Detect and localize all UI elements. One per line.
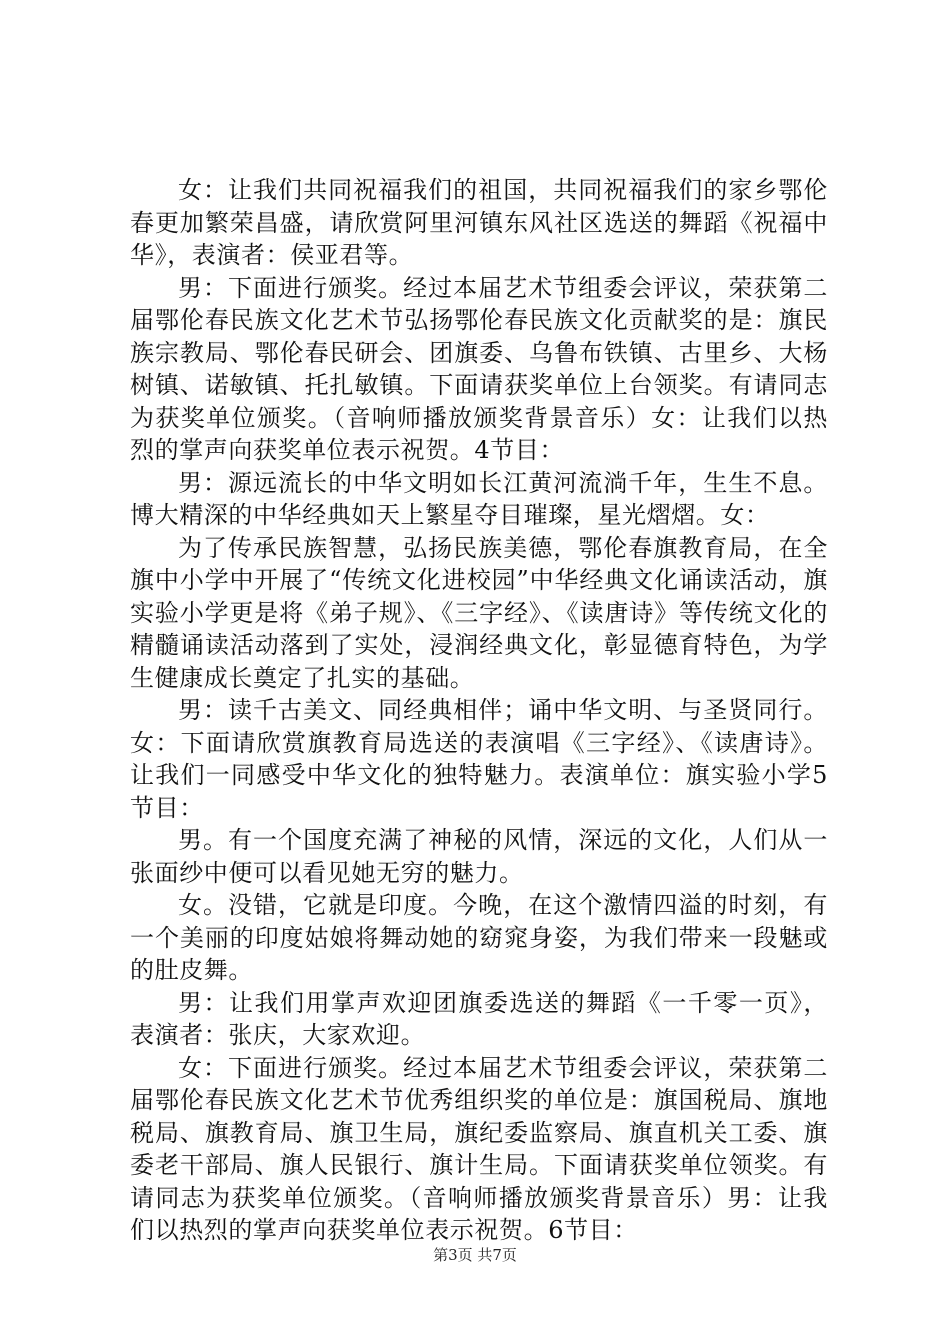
paragraph-2: 男：下面进行颁奖。经过本届艺术节组委会评议，荣获第二届鄂伦春民族文化艺术节弘扬鄂伦春民族文化贡献奖的是：旗民族宗教局、鄂伦春民研会、团旗委、乌鲁布铁镇、古里乡、大杨树镇、诺敏镇、托扎敏镇。下面请获奖单位上台领奖。有请同志为获奖单位颁奖。（音响师播放颁奖背景音乐）女：让我们以热烈的掌声向获奖单位表示祝贺。4节目：: [130, 273, 828, 464]
page-number-footer: 第3页 共7页: [433, 1246, 517, 1264]
paragraph-9: 女：下面进行颁奖。经过本届艺术节组委会评议，荣获第二届鄂伦春民族文化艺术节优秀组织奖的单位是：旗国税局、旗地税局、旗教育局、旗卫生局，旗纪委监察局、旗直机关工委、旗委老干部局、旗人民银行、旗计生局。下面请获奖单位领奖。有请同志为获奖单位颁奖。（音响师播放颁奖背景音乐）男：让我们以热烈的掌声向获奖单位表示祝贺。6节目：: [130, 1053, 828, 1244]
paragraph-4: 为了传承民族智慧，弘扬民族美德，鄂伦春旗教育局，在全旗中小学中开展了“传统文化进校园”中华经典文化诵读活动，旗实验小学更是将《弟子规》、《三字经》、《读唐诗》等传统文化的精髓诵读活动落到了实处，浸润经典文化，彰显德育特色，为学生健康成长奠定了扎实的基础。: [130, 533, 828, 692]
paragraph-6: 男。有一个国度充满了神秘的风情，深远的文化，人们从一张面纱中便可以看见她无穷的魅力。: [130, 826, 828, 887]
document-body: [130, 174, 828, 1247]
paragraph-1: 女：让我们共同祝福我们的祖国，共同祝福我们的家乡鄂伦春更加繁荣昌盛，请欣赏阿里河镇东风社区选送的舞蹈《祝福中华》，表演者：侯亚君等。: [130, 176, 828, 269]
paragraph-3: 男：源远流长的中华文明如长江黄河流淌千年，生生不息。博大精深的中华经典如天上繁星夺目璀璨，星光熠熠。女：: [130, 468, 828, 529]
paragraph-5: 男：读千古美文、同经典相伴；诵中华文明、与圣贤同行。女：下面请欣赏旗教育局选送的表演唱《三字经》、《读唐诗》。让我们一同感受中华文化的独特魅力。表演单位：旗实验小学5节目：: [130, 696, 828, 822]
paragraph-8: 男：让我们用掌声欢迎团旗委选送的舞蹈《一千零一页》，表演者：张庆，大家欢迎。: [130, 988, 828, 1049]
paragraph-7: 女。没错，它就是印度。今晚，在这个激情四溢的时刻，有一个美丽的印度姑娘将舞动她的窈窕身姿，为我们带来一段魅或的肚皮舞。: [130, 891, 828, 984]
